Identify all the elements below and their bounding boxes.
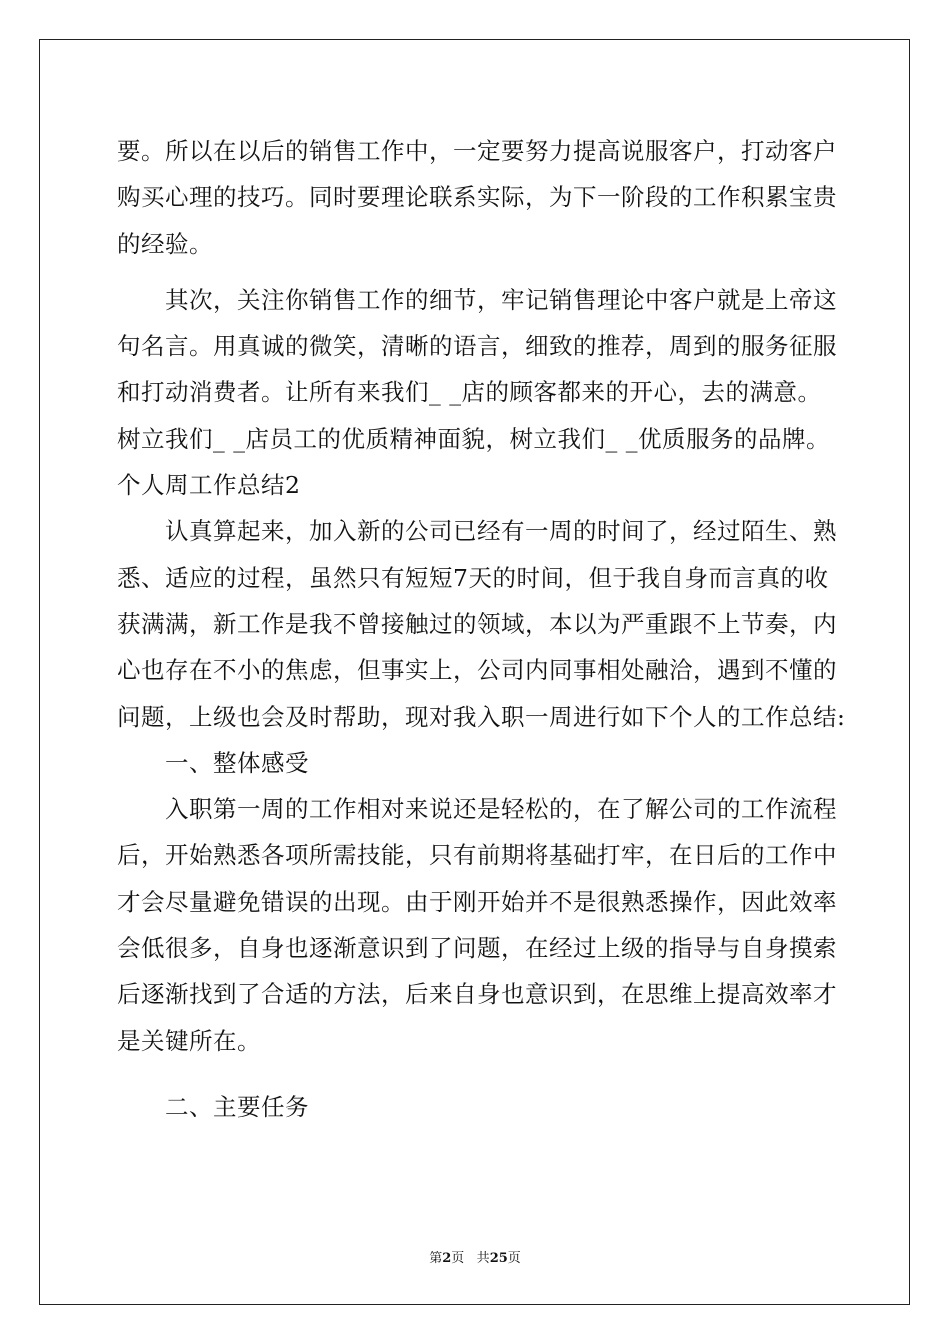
text-line: 悉、适应的过程，虽然只有短短7天的时间，但于我自身而言真的收 [117, 563, 829, 592]
page-prefix: 第 [429, 1251, 443, 1266]
text-line: 认真算起来，加入新的公司已经有一周的时间了，经过陌生、熟 [117, 517, 837, 546]
text-line: 和打动消费者。让所有来我们_ _店的顾客都来的开心，去的满意。 [117, 378, 822, 407]
text-line: 问题，上级也会及时帮助，现对我入职一周进行如下个人的工作总结: [117, 702, 846, 731]
text-line: 后，开始熟悉各项所需技能，只有前期将基础打牢，在日后的工作中 [117, 841, 837, 870]
text-line: 心也存在不小的焦虑，但事实上，公司内同事相处融洽，遇到不懂的 [117, 656, 837, 685]
text-line: 会低很多，自身也逐渐意识到了问题，在经过上级的指导与自身摸索 [117, 934, 837, 963]
text-line: 其次，关注你销售工作的细节，牢记销售理论中客户就是上帝这 [117, 285, 837, 314]
document-body [117, 128, 846, 1130]
page-number: 2 [442, 1251, 452, 1266]
text-line: 句名言。用真诚的微笑，清晰的语言，细致的推荐，周到的服务征服 [117, 332, 837, 361]
text-line: 是关键所在。 [117, 1026, 261, 1055]
text-line: 才会尽量避免错误的出现。由于刚开始并不是很熟悉操作，因此效率 [117, 887, 837, 916]
total-pages: 25 [489, 1251, 508, 1266]
total-suffix: 页 [507, 1251, 521, 1266]
total-prefix: 共 [476, 1251, 490, 1266]
text-line: 获满满，新工作是我不曾接触过的领域，本以为严重跟不上节奏，内 [117, 609, 837, 638]
section-heading: 个人周工作总结2 [117, 471, 301, 500]
text-line: 购买心理的技巧。同时要理论联系实际，为下一阶段的工作积累宝贵 [117, 183, 837, 212]
text-line: 入职第一周的工作相对来说还是轻松的，在了解公司的工作流程 [117, 795, 837, 824]
subheading: 一、整体感受 [117, 748, 309, 777]
page-footer [0, 1247, 950, 1266]
text-line: 的经验。 [117, 229, 213, 258]
subheading: 二、主要任务 [117, 1092, 309, 1121]
text-line: 要。所以在以后的销售工作中，一定要努力提高说服客户，打动客户 [117, 137, 837, 165]
text-line: 后逐渐找到了合适的方法，后来自身也意识到，在思维上提高效率才 [117, 980, 837, 1009]
page-suffix: 页 [451, 1251, 465, 1266]
text-line: 树立我们_ _店员工的优质精神面貌，树立我们_ _优质服务的品牌。 [117, 424, 830, 453]
